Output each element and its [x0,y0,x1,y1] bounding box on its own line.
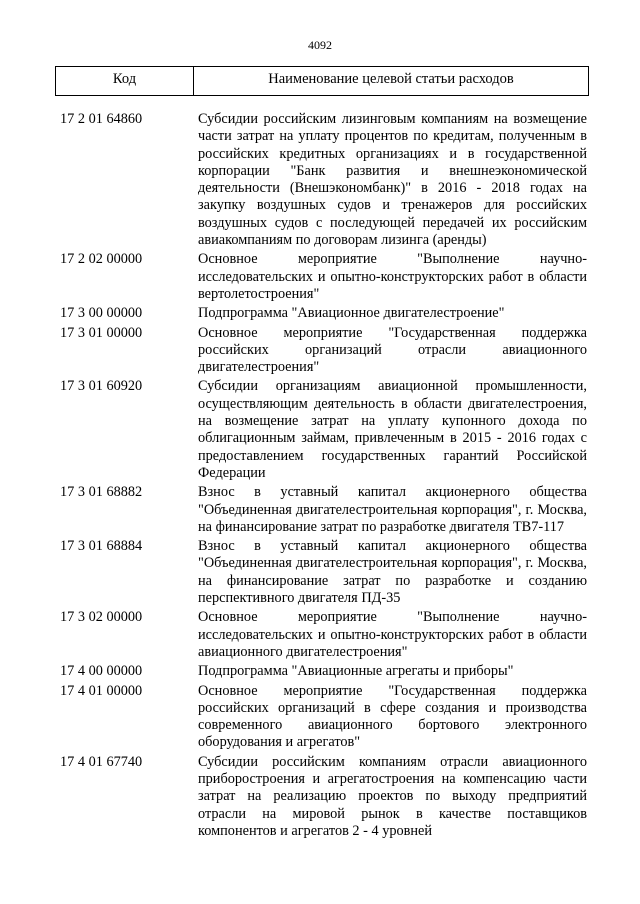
table-row [60,305,587,322]
row-code: 17 3 00 00000 [60,305,143,322]
table-row [60,111,587,249]
table-body [60,111,587,842]
row-name: Взнос в уставный капитал акционерного общества "Объединенная двигателестроительная корпорация", г. Москва, на финансирование затрат по разработке и созданию перспективного двигателя ПД-35 [198,538,587,607]
row-name: Субсидии организациям авиационной промышленности, осуществляющим деятельность в области двигателестроения, на возмещение затрат на уплату купонного дохода по облигационным займам, привлеченным в 2015 - 2016 годах с предоставлением государственных гарантий Российской Федерации [198,378,587,481]
row-code: 17 3 01 68882 [60,484,143,501]
row-name: Основное мероприятие "Выполнение научно-исследовательских и опытно-конструкторских работ в области авиационного двигателестроения" [198,609,587,660]
row-name: Субсидии российским компаниям отрасли авиационного приборостроения и агрегатостроения на компенсацию части затрат на реализацию проектов по выходу предприятий отрасли на мировой рынок в качестве поставщиков компонентов и агрегатов 2 - 4 уровней [198,753,587,839]
row-name: Основное мероприятие "Выполнение научно-исследовательских и опытно-конструкторских работ в области вертолетостроения" [198,251,587,302]
column-header-code: Код [56,67,194,95]
row-code: 17 3 01 00000 [60,324,143,341]
row-code: 17 4 01 00000 [60,682,143,699]
table-row [60,378,587,482]
row-name: Основное мероприятие "Государственная поддержка российских организаций в сфере создания и производства современного авиационного бортового электронного оборудования и агрегатов" [198,682,587,751]
row-code: 17 2 02 00000 [60,251,143,268]
row-name: Субсидии российским лизинговым компаниям на возмещение части затрат на уплату процентов по кредитам, полученным в российских кредитных организациях и в государственной корпорации "Банк развития и внешнеэкономической деятельности (Внешэкономбанк)" в 2016 - 2018 годах на закупку воздушных судов и тренажеров для российских воздушных судов с последующей передачей их российским авиакомпаниям по договорам лизинга (аренды) [198,111,587,249]
row-name: Подпрограмма "Авиационное двигателестроение" [198,305,505,322]
table-row [60,683,587,752]
table-row [60,754,587,840]
page-number: 4092 [308,38,332,52]
row-code: 17 4 00 00000 [60,663,143,680]
row-code: 17 3 01 60920 [60,378,143,395]
row-code: 17 4 01 67740 [60,753,143,770]
row-code: 17 3 02 00000 [60,609,143,626]
row-name: Взнос в уставный капитал акционерного общества "Объединенная двигателестроительная корпорация", г. Москва, на финансирование затрат по разработке двигателя ТВ7-117 [198,484,587,535]
row-code: 17 3 01 68884 [60,538,143,555]
table-row [60,325,587,377]
table-row [60,484,587,536]
table-header [55,66,589,96]
table-row [60,538,587,607]
column-header-name: Наименование целевой статьи расходов [268,70,514,87]
row-code: 17 2 01 64860 [60,111,143,127]
row-name: Подпрограмма "Авиационные агрегаты и приборы" [198,663,514,680]
table-row [60,251,587,303]
table-row [60,609,587,661]
table-row [60,663,587,680]
row-name: Основное мероприятие "Государственная поддержка российских организаций отрасли авиационного двигателестроения" [198,324,587,376]
